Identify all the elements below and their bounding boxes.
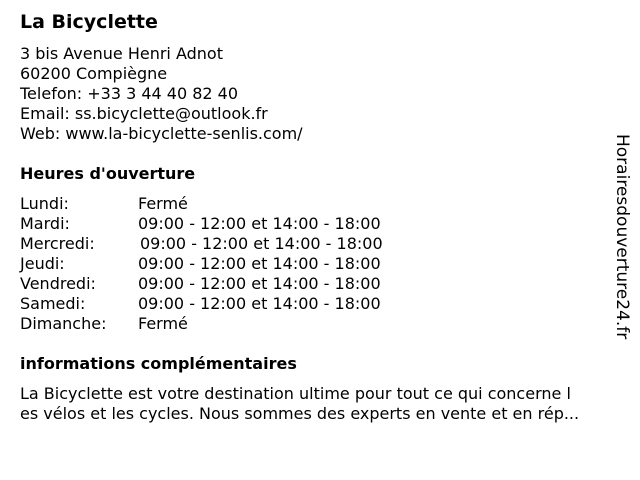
hours-value: 09:00 - 12:00 et 14:00 - 18:00 [138, 294, 381, 313]
business-name: La Bicyclette [20, 11, 158, 33]
info-heading: informations complémentaires [20, 354, 297, 373]
watermark [612, 134, 632, 346]
description-text [20, 384, 632, 424]
watermark-text: Horairesdouverture24.fr [612, 134, 632, 340]
hours-value: Fermé [138, 194, 188, 213]
address-city: 60200 Compiègne [20, 64, 168, 83]
day-label: Mercredi: [20, 234, 95, 253]
description-line: es vélos et les cycles. Nous sommes des experts en vente et en rép... [20, 404, 580, 423]
day-label: Vendredi: [20, 274, 96, 293]
hours-value: Fermé [138, 314, 188, 333]
day-label: Lundi: [20, 194, 69, 213]
day-label: Mardi: [20, 214, 70, 233]
address-street: 3 bis Avenue Henri Adnot [20, 44, 223, 63]
hours-heading: Heures d'ouverture [20, 164, 196, 183]
description-line: La Bicyclette est votre destination ultime pour tout ce qui concerne l [20, 384, 571, 403]
phone-text: Telefon: +33 3 44 40 82 40 [20, 84, 239, 103]
email-text: Email: ss.bicyclette@outlook.fr [20, 104, 268, 123]
web-text: Web: www.la-bicyclette-senlis.com/ [20, 124, 303, 143]
contact-block [20, 44, 303, 144]
hours-value: 09:00 - 12:00 et 14:00 - 18:00 [140, 234, 383, 253]
day-label: Jeudi: [20, 254, 65, 273]
hours-value: 09:00 - 12:00 et 14:00 - 18:00 [138, 274, 381, 293]
hours-value: 09:00 - 12:00 et 14:00 - 18:00 [138, 254, 381, 273]
hours-value: 09:00 - 12:00 et 14:00 - 18:00 [138, 214, 381, 233]
day-label: Dimanche: [20, 314, 107, 333]
day-label: Samedi: [20, 294, 86, 313]
